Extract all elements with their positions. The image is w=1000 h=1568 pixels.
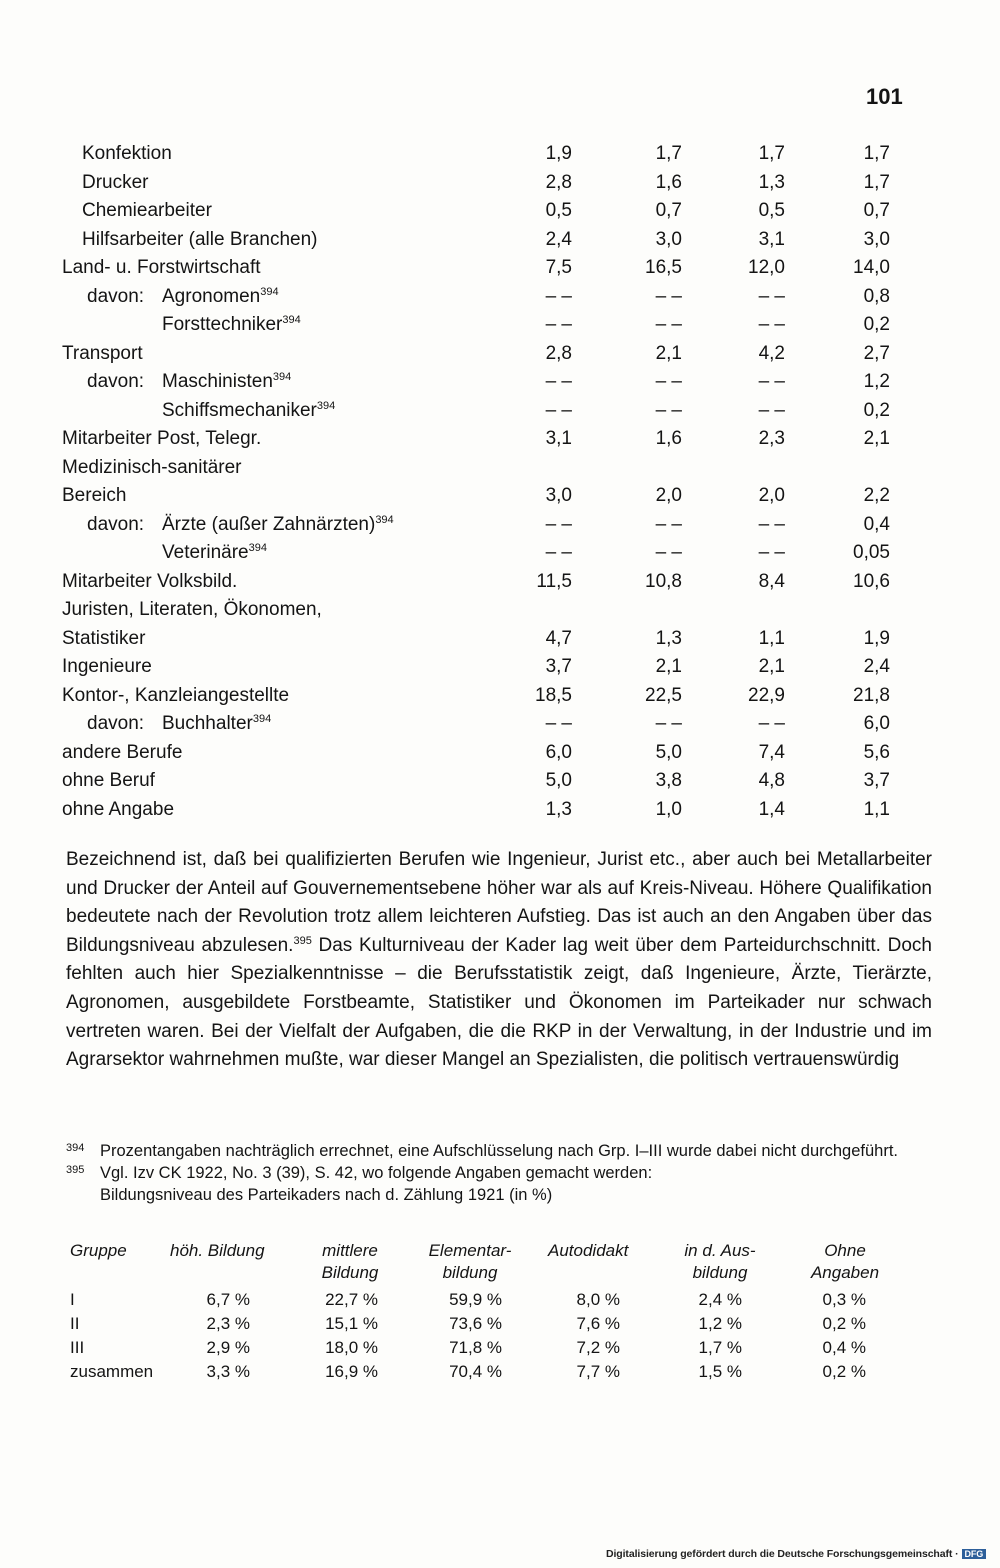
cell-value: – – — [655, 713, 682, 734]
cell-value: 3,0 — [863, 228, 890, 250]
column-header-line1: höh. Bildung — [170, 1241, 265, 1260]
paragraph-text: Bezeichnend ist, daß bei qualifizierten Berufen wie Ingenieur, Jurist etc., aber auch bei Metallarbeiter und Drucker der Anteil auf Gouvernementsebene höher war als auf Kreis-Niveau. Höhere Qualifikation bedeutete nach der Revolution trotz allem leichteren Aufstieg. Das ist auch an den Angaben über das Bildungsniveau abzulesen. — [66, 849, 932, 956]
table-row — [0, 283, 1000, 312]
cell-value: 0,4 % — [822, 1338, 866, 1357]
row-label — [162, 511, 394, 540]
row-label-text: Transport — [62, 342, 143, 364]
cell-value: 2,8 — [545, 342, 572, 364]
column-header — [170, 1240, 285, 1262]
table-row — [0, 539, 1000, 568]
cell-value: 71,8 % — [449, 1338, 502, 1357]
row-label — [62, 625, 145, 654]
cell-value: 7,5 — [545, 257, 572, 278]
row-label-text: Chemiearbeiter — [82, 200, 212, 221]
cell-value: – – — [758, 713, 785, 734]
row-label-text: Kontor-, Kanzleiangestellte — [62, 684, 290, 706]
table-row — [0, 796, 1000, 825]
cell-value: 1,0 — [655, 798, 682, 820]
footnote-ref[interactable]: 394 — [252, 713, 272, 725]
davon-prefix: davon: — [87, 513, 145, 535]
table-row — [0, 482, 1000, 511]
cell-value: 18,0 % — [325, 1338, 378, 1357]
cell-value: 0,7 — [863, 200, 890, 221]
cell-value: 6,0 — [863, 713, 890, 734]
cell-value: 5,0 — [545, 770, 572, 791]
cell-value: 12,0 — [748, 257, 785, 278]
cell-value: 1,7 — [863, 143, 890, 164]
cell-value: 1,7 — [863, 171, 890, 193]
footnote-395 — [66, 1162, 936, 1184]
cell-value: 7,6 % — [576, 1314, 620, 1333]
cell-value: 0,8 — [863, 285, 890, 307]
sub-table-row — [0, 1360, 1000, 1384]
cell-value: 0,3 % — [822, 1290, 866, 1309]
cell-value: 3,3 % — [206, 1362, 250, 1381]
cell-value: 1,1 — [758, 627, 785, 649]
cell-value: 0,2 — [863, 314, 890, 335]
cell-value: 16,5 — [645, 257, 682, 278]
cell-value: 8,4 — [758, 570, 785, 592]
cell-value: – – — [545, 285, 572, 307]
row-label — [82, 197, 212, 226]
row-label-text: Schiffsmechaniker — [162, 399, 317, 421]
cell-value: 5,6 — [863, 741, 890, 763]
dfg-text: Digitalisierung gefördert durch die Deutsche Forschungsgemeinschaft — [606, 1548, 953, 1560]
table-row — [0, 653, 1000, 682]
row-label — [62, 568, 237, 597]
cell-value: – – — [655, 399, 682, 421]
table-row — [0, 739, 1000, 768]
cell-value: 59,9 % — [449, 1290, 502, 1309]
group-label: I — [70, 1290, 75, 1309]
column-header — [310, 1240, 390, 1284]
cell-value: – – — [758, 314, 785, 335]
cell-value: 2,1 — [655, 656, 682, 677]
sub-table-row — [0, 1336, 1000, 1360]
column-header-line2: Bildung — [321, 1263, 379, 1282]
row-label — [62, 653, 152, 682]
row-label-text: Mitarbeiter Volksbild. — [62, 570, 238, 592]
cell-value: 1,3 — [655, 627, 682, 649]
sub-table-row — [0, 1312, 1000, 1336]
row-label — [162, 283, 279, 312]
table-row — [0, 625, 1000, 654]
cell-value: 2,3 — [758, 428, 785, 449]
column-header-line1: Gruppe — [70, 1241, 127, 1260]
cell-value: – – — [545, 713, 572, 734]
cell-value: 0,05 — [853, 542, 890, 563]
row-label-text: Medizinisch-sanitärer — [62, 456, 242, 478]
column-header-line1: mittlere — [322, 1241, 378, 1260]
column-header-line1: in d. Aus- — [684, 1241, 756, 1260]
cell-value: 2,8 — [545, 171, 572, 193]
column-header-line2: Angaben — [810, 1263, 880, 1282]
footnote-text: Prozentangaben nachträglich errechnet, eine Aufschlüsselung nach Grp. I–III wurde dabei nicht durchgeführt. — [100, 1142, 899, 1160]
table-row — [0, 311, 1000, 340]
table-row — [0, 397, 1000, 426]
cell-value: 3,1 — [545, 428, 572, 449]
cell-value: – – — [545, 399, 572, 421]
footnote-394 — [66, 1140, 936, 1162]
cell-value: 2,4 — [545, 228, 572, 250]
row-label-text: Forsttechniker — [162, 314, 283, 335]
row-label-text: Drucker — [82, 171, 149, 193]
cell-value: – – — [545, 314, 572, 335]
table-row — [0, 568, 1000, 597]
row-label-text: andere Berufe — [62, 741, 183, 763]
row-label-text: Land- u. Forstwirtschaft — [62, 257, 261, 278]
cell-value: 3,7 — [545, 656, 572, 677]
cell-value: 70,4 % — [449, 1362, 502, 1381]
body-paragraph — [66, 846, 932, 1075]
cell-value: 4,8 — [758, 770, 785, 791]
cell-value: – – — [545, 542, 572, 563]
cell-value: 0,5 — [545, 200, 572, 221]
cell-value: 2,0 — [758, 485, 785, 506]
table-row — [0, 596, 1000, 625]
column-header — [70, 1240, 140, 1262]
paragraph-text-cont: Das Kulturniveau der Kader lag weit über dem Parteidurchschnitt. Doch fehlten auch hier Spezialkenntnisse – die Berufsstatistik zeigt, daß Ingenieure, Ärzte, Tierärzte, Agronomen, ausgebildete Forstbeamte, Statistiker und Ökonomen im Parteikader nur schwach vertreten waren. Bei der Vielfalt der Aufgaben, die die RKP in der Verwaltung, in der Industrie und im Agrarsektor wahrnehmen mußte, war dieser Mangel an Spezialisten, die politisch vertrauenswürdig — [66, 934, 932, 1071]
table-row — [0, 767, 1000, 796]
occupation-table — [0, 140, 1000, 824]
row-label-text: ohne Angabe — [62, 798, 175, 820]
row-label — [62, 767, 155, 796]
row-label — [62, 454, 242, 483]
cell-value: 2,3 % — [206, 1314, 250, 1333]
row-label — [62, 482, 126, 511]
cell-value: 10,8 — [645, 570, 682, 592]
row-label-text: Bereich — [62, 485, 127, 506]
education-table — [0, 1240, 1000, 1384]
cell-value: 1,5 % — [698, 1362, 742, 1381]
footnote-mark: 394 — [66, 1142, 85, 1154]
cell-value: 22,9 — [748, 684, 785, 706]
cell-value: 1,3 — [545, 798, 572, 820]
cell-value: 22,7 % — [325, 1290, 378, 1309]
cell-value: – – — [655, 371, 682, 392]
dfg-notice: Digitalisierung gefördert durch die Deutsche Forschungsgemeinschaft · DFG — [606, 1548, 986, 1560]
footnote-ref[interactable]: 394 — [260, 285, 279, 298]
row-label — [62, 796, 174, 825]
row-label — [162, 397, 335, 426]
cell-value: 3,0 — [655, 228, 682, 250]
footnote-ref[interactable]: 394 — [316, 399, 336, 412]
row-label-text: Buchhalter — [162, 713, 253, 734]
row-label — [62, 254, 261, 283]
cell-value: 1,3 — [758, 171, 785, 193]
row-label-text: Statistiker — [62, 627, 146, 649]
row-label — [62, 340, 143, 369]
row-label — [82, 140, 172, 169]
page-number: 101 — [866, 84, 903, 109]
footnote-mark: 395 — [66, 1164, 85, 1176]
column-header-line2: bildung — [692, 1263, 748, 1282]
davon-prefix: davon: — [87, 285, 145, 307]
cell-value: – – — [758, 285, 785, 307]
row-label-text: Agronomen — [162, 285, 261, 307]
footnote-text: Vgl. Izv CK 1922, No. 3 (39), S. 42, wo folgende Angaben gemacht werden: — [100, 1164, 653, 1182]
cell-value: 3,8 — [655, 770, 682, 791]
table-row — [0, 710, 1000, 739]
footnote-ref[interactable]: 395 — [293, 934, 312, 947]
table-row — [0, 425, 1000, 454]
cell-value: 10,6 — [853, 570, 890, 592]
cell-value: 16,9 % — [325, 1362, 378, 1381]
footnote-ref[interactable]: 394 — [248, 542, 267, 554]
cell-value: – – — [655, 513, 682, 535]
cell-value: 14,0 — [853, 257, 890, 278]
cell-value: 0,7 — [655, 200, 682, 221]
cell-value: 15,1 % — [325, 1314, 378, 1333]
sub-table-caption: Bildungsniveau des Parteikaders nach d. Zählung 1921 (in %) — [100, 1186, 553, 1204]
table-row — [0, 169, 1000, 198]
group-label: zusammen — [70, 1362, 154, 1381]
row-label — [162, 368, 291, 397]
row-label — [82, 226, 318, 255]
row-label-text: Mitarbeiter Post, Telegr. — [62, 428, 262, 449]
table-row — [0, 511, 1000, 540]
column-header — [795, 1240, 895, 1284]
row-label — [62, 682, 289, 711]
cell-value: 2,2 — [863, 485, 890, 506]
cell-value: 0,2 — [863, 399, 890, 421]
column-header-line2: bildung — [442, 1263, 498, 1282]
row-label — [162, 710, 271, 739]
cell-value: 1,2 % — [698, 1314, 742, 1333]
cell-value: 1,1 — [863, 798, 890, 820]
row-label — [162, 539, 267, 568]
cell-value: 1,9 — [545, 143, 572, 164]
cell-value: 1,2 — [863, 371, 890, 392]
row-label — [82, 169, 149, 198]
cell-value: 2,1 — [655, 342, 682, 364]
cell-value: 1,6 — [655, 428, 682, 449]
cell-value: 18,5 — [535, 684, 572, 706]
column-header — [420, 1240, 520, 1284]
table-row — [0, 254, 1000, 283]
column-header — [670, 1240, 770, 1284]
cell-value: 1,7 % — [698, 1338, 742, 1357]
cell-value: – – — [758, 371, 785, 392]
cell-value: 2,1 — [758, 656, 785, 677]
row-label — [62, 425, 261, 454]
row-label-text: Juristen, Literaten, Ökonomen, — [62, 599, 322, 620]
cell-value: 3,0 — [545, 485, 572, 506]
column-header-line1: Autodidakt — [548, 1241, 629, 1260]
table-row — [0, 682, 1000, 711]
cell-value: – – — [758, 513, 785, 535]
row-label-text: Maschinisten — [162, 371, 273, 392]
cell-value: – – — [758, 399, 785, 421]
row-label — [162, 311, 301, 340]
column-header-line1: Elementar- — [428, 1241, 512, 1260]
cell-value: 4,7 — [545, 627, 572, 649]
table-row — [0, 140, 1000, 169]
row-label-text: Ingenieure — [62, 656, 152, 677]
cell-value: 7,2 % — [576, 1338, 620, 1357]
row-label-text: Konfektion — [82, 143, 172, 164]
cell-value: 2,4 — [863, 656, 890, 677]
cell-value: 2,0 — [655, 485, 682, 506]
cell-value: 4,2 — [758, 342, 785, 364]
cell-value: 0,2 % — [822, 1314, 866, 1333]
group-label: II — [70, 1314, 80, 1333]
cell-value: 1,7 — [655, 143, 682, 164]
row-label-text: Ärzte (außer Zahnärzten) — [162, 513, 376, 535]
cell-value: 1,7 — [758, 143, 785, 164]
cell-value: 1,6 — [655, 171, 682, 193]
cell-value: 2,1 — [863, 428, 890, 449]
davon-prefix: davon: — [87, 371, 145, 392]
table-row — [0, 226, 1000, 255]
table-row — [0, 197, 1000, 226]
sub-table-header — [0, 1240, 1000, 1288]
cell-value: 2,9 % — [206, 1338, 250, 1357]
cell-value: – – — [655, 314, 682, 335]
cell-value: 1,4 — [758, 798, 785, 820]
footnote-ref[interactable]: 394 — [272, 371, 292, 383]
footnotes — [66, 1140, 936, 1206]
cell-value: – – — [545, 371, 572, 392]
cell-value: 0,5 — [758, 200, 785, 221]
cell-value: 5,0 — [655, 741, 682, 763]
footnote-ref[interactable]: 394 — [375, 513, 394, 526]
cell-value: 22,5 — [645, 684, 682, 706]
table-row — [0, 340, 1000, 369]
table-row — [0, 368, 1000, 397]
row-label-text: Veterinäre — [162, 542, 249, 563]
cell-value: 8,0 % — [576, 1290, 620, 1309]
footnote-ref[interactable]: 394 — [282, 314, 301, 326]
cell-value: – – — [655, 285, 682, 307]
table-row — [0, 454, 1000, 483]
cell-value: 11,5 — [536, 570, 572, 592]
cell-value: 2,7 — [863, 342, 890, 364]
cell-value: – – — [545, 513, 572, 535]
cell-value: 7,7 % — [576, 1362, 620, 1381]
cell-value: – – — [655, 542, 682, 563]
row-label-text: ohne Beruf — [62, 770, 155, 791]
cell-value: 73,6 % — [449, 1314, 502, 1333]
cell-value: 0,4 — [863, 513, 890, 535]
cell-value: 6,7 % — [206, 1290, 250, 1309]
cell-value: 2,4 % — [698, 1290, 742, 1309]
cell-value: 7,4 — [758, 741, 785, 763]
sub-table-row — [0, 1288, 1000, 1312]
cell-value: 0,2 % — [822, 1362, 866, 1381]
cell-value: 3,1 — [758, 228, 785, 250]
group-label: III — [70, 1338, 85, 1357]
cell-value: – – — [758, 542, 785, 563]
column-header-line1: Ohne — [824, 1241, 866, 1260]
davon-prefix: davon: — [87, 713, 145, 734]
cell-value: 6,0 — [545, 741, 572, 763]
dfg-logo: DFG — [962, 1549, 987, 1559]
cell-value: 3,7 — [863, 770, 890, 791]
row-label-text: Hilfsarbeiter (alle Branchen) — [82, 228, 318, 250]
cell-value: 21,8 — [853, 684, 890, 706]
row-label — [62, 596, 322, 625]
row-label — [62, 739, 182, 768]
column-header — [548, 1240, 648, 1262]
cell-value: 1,9 — [863, 627, 890, 649]
